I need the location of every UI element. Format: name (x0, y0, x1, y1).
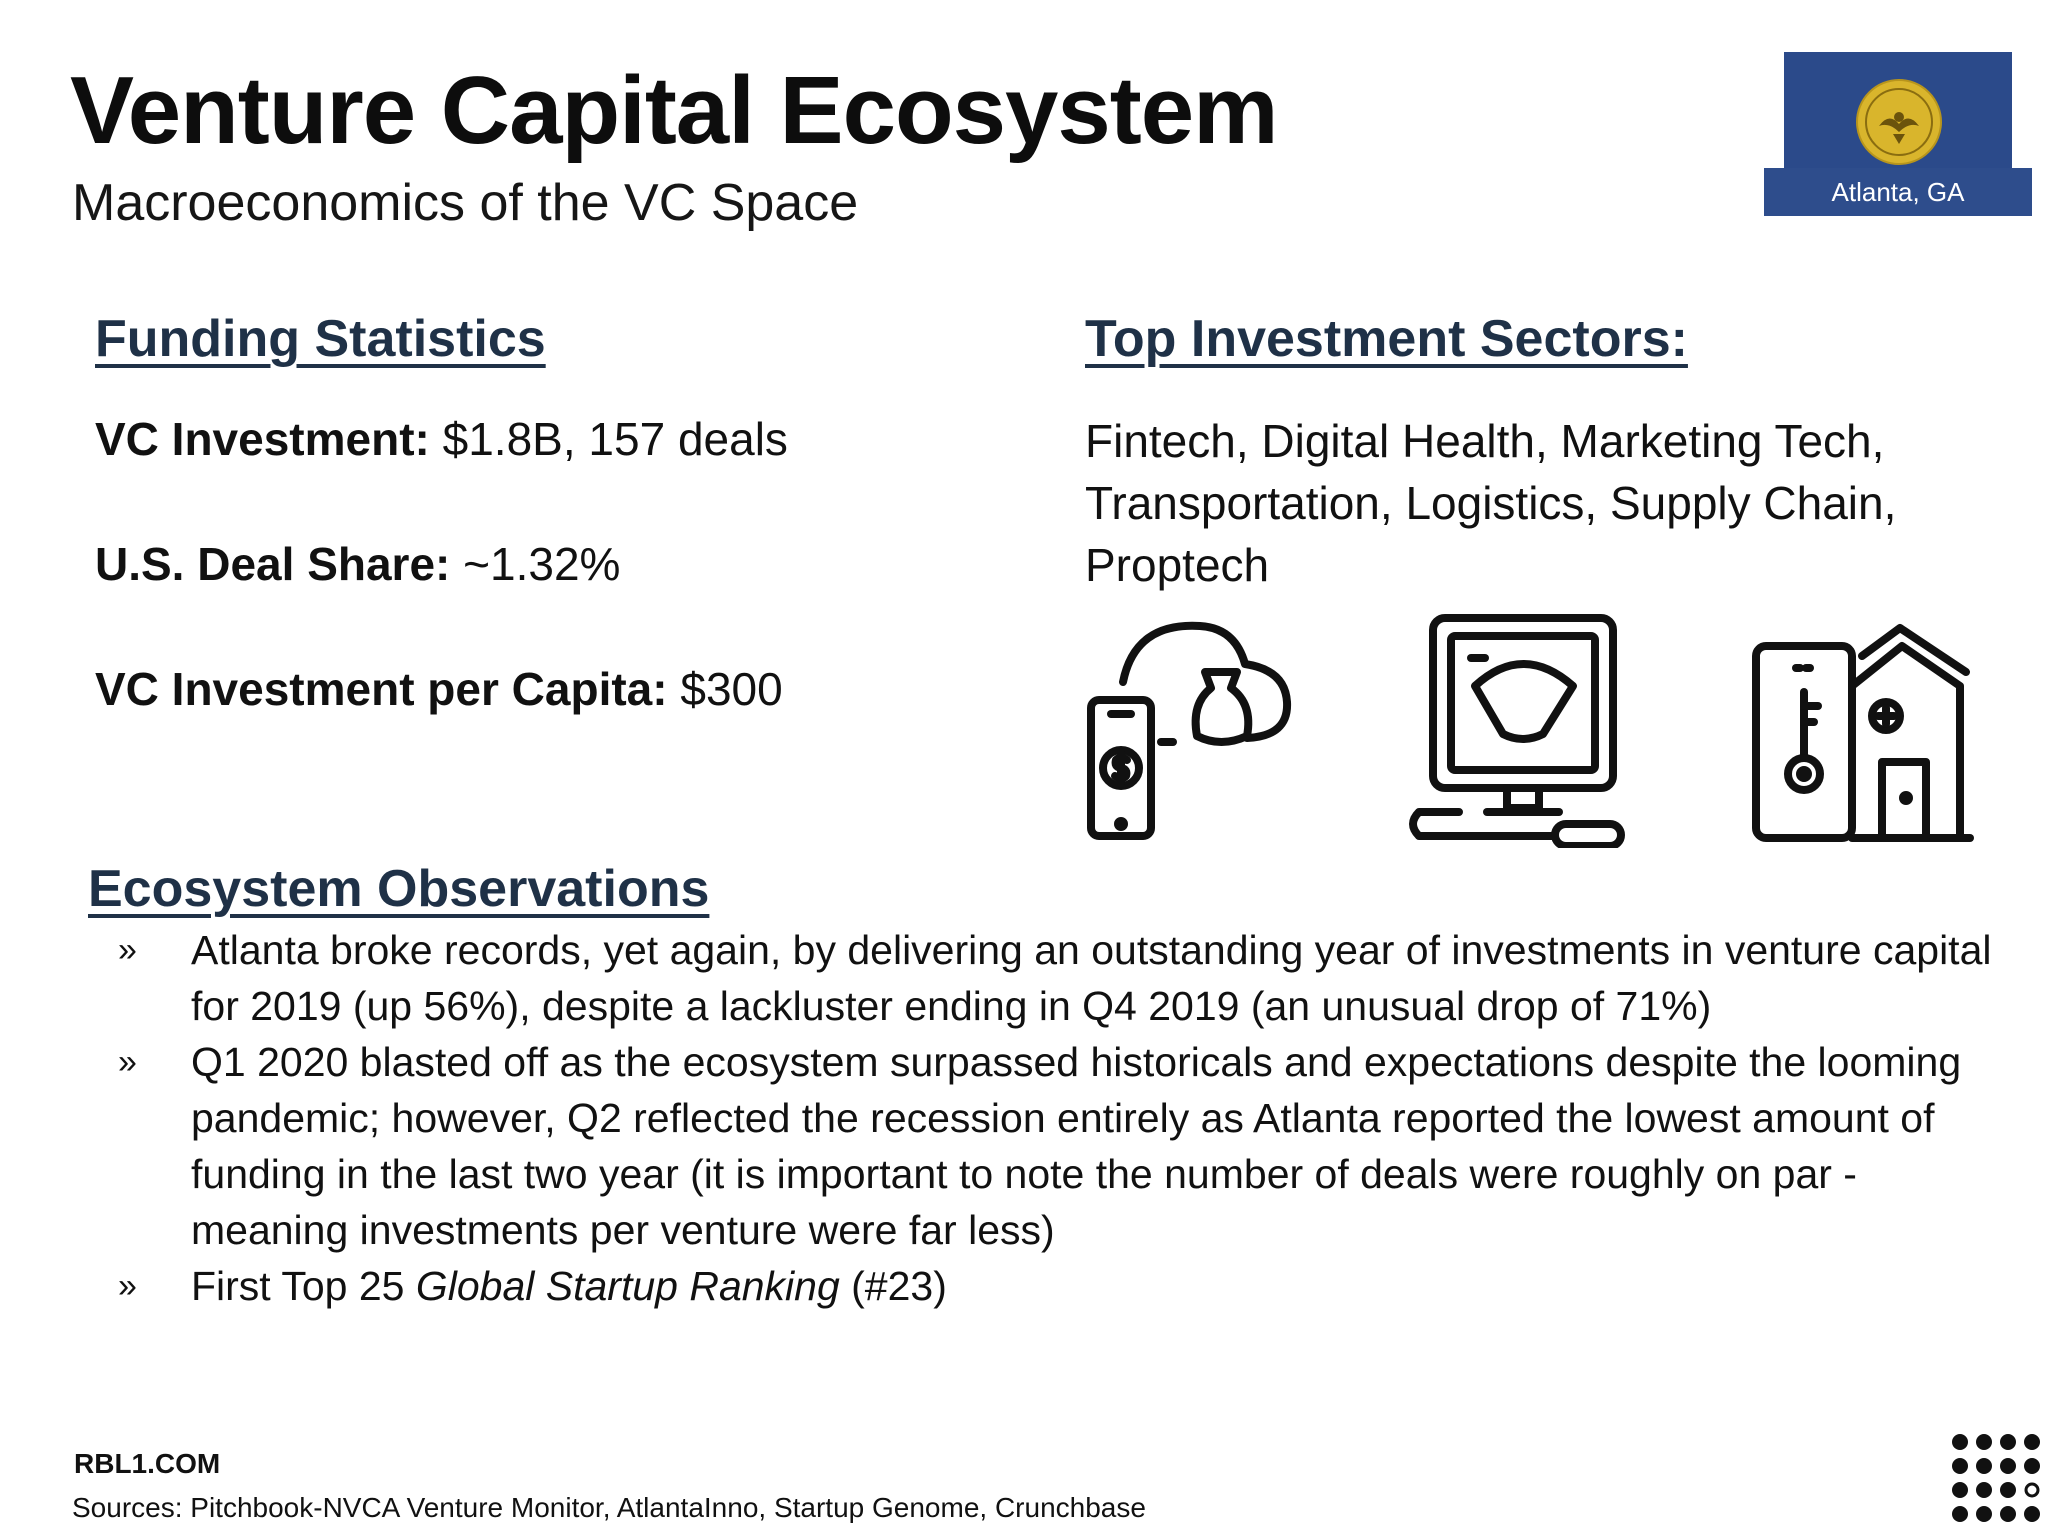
list-item (118, 1258, 2008, 1314)
stat-label: VC Investment: (95, 413, 430, 465)
stat-label: VC Investment per Capita: (95, 663, 668, 715)
sectors-heading: Top Investment Sectors: (1085, 310, 1688, 368)
observation-text-prefix: First Top 25 (191, 1263, 416, 1309)
stat-value: $300 (680, 663, 783, 715)
observations-heading: Ecosystem Observations (88, 860, 710, 918)
location-badge (1764, 52, 2032, 214)
list-item (118, 1034, 2008, 1258)
sector-icons (1085, 612, 1975, 852)
location-label: Atlanta, GA (1764, 168, 2032, 216)
observations-list (118, 922, 2008, 1314)
observation-text: Atlanta broke records, yet again, by delivering an outstanding year of investments in venture capital for 2019 (up 56%), despite a lackluster ending in Q4 2019 (an unusual drop of 71%) (191, 927, 1992, 1029)
proptech-house-key-icon (1750, 612, 1975, 848)
funding-heading: Funding Statistics (95, 310, 546, 368)
bullet-marker: » (118, 1043, 137, 1081)
stat-vc-per-capita (95, 662, 783, 717)
page-title: Venture Capital Ecosystem (70, 57, 1278, 164)
observation-text-suffix: (#23) (839, 1263, 947, 1309)
bullet-marker: » (118, 1267, 137, 1305)
stat-value: ~1.32% (463, 538, 621, 590)
observation-text-italic: Global Startup Ranking (415, 1263, 840, 1309)
stat-us-deal-share (95, 537, 620, 592)
footer-sources: Sources: Pitchbook-NVCA Venture Monitor, AtlantaInno, Startup Genome, Crunchbase (72, 1492, 1146, 1523)
dot-grid-logo-icon (1950, 1432, 2042, 1524)
bullet-marker: » (118, 931, 137, 969)
sectors-list: Fintech, Digital Health, Marketing Tech, Transportation, Logistics, Supply Chain, Proptech (1085, 415, 1897, 591)
fintech-phone-cloud-icon (1085, 612, 1310, 848)
stat-label: U.S. Deal Share: (95, 538, 451, 590)
list-item (118, 922, 2008, 1034)
digital-health-monitor-icon (1405, 612, 1640, 848)
page-subtitle: Macroeconomics of the VC Space (72, 174, 859, 232)
observation-text: Q1 2020 blasted off as the ecosystem surpassed historicals and expectations despite the looming pandemic; however, Q2 reflected the recession entirely as Atlanta reported the lowest amount of funding in the last two year (it is important to note the number of deals were roughly on par - meaning investments per venture were far less) (191, 1039, 1962, 1253)
atlanta-seal-icon (1849, 72, 1949, 172)
stat-vc-investment (95, 412, 788, 467)
footer-brand: RBL1.COM (74, 1448, 221, 1479)
stat-value: $1.8B, 157 deals (442, 413, 788, 465)
